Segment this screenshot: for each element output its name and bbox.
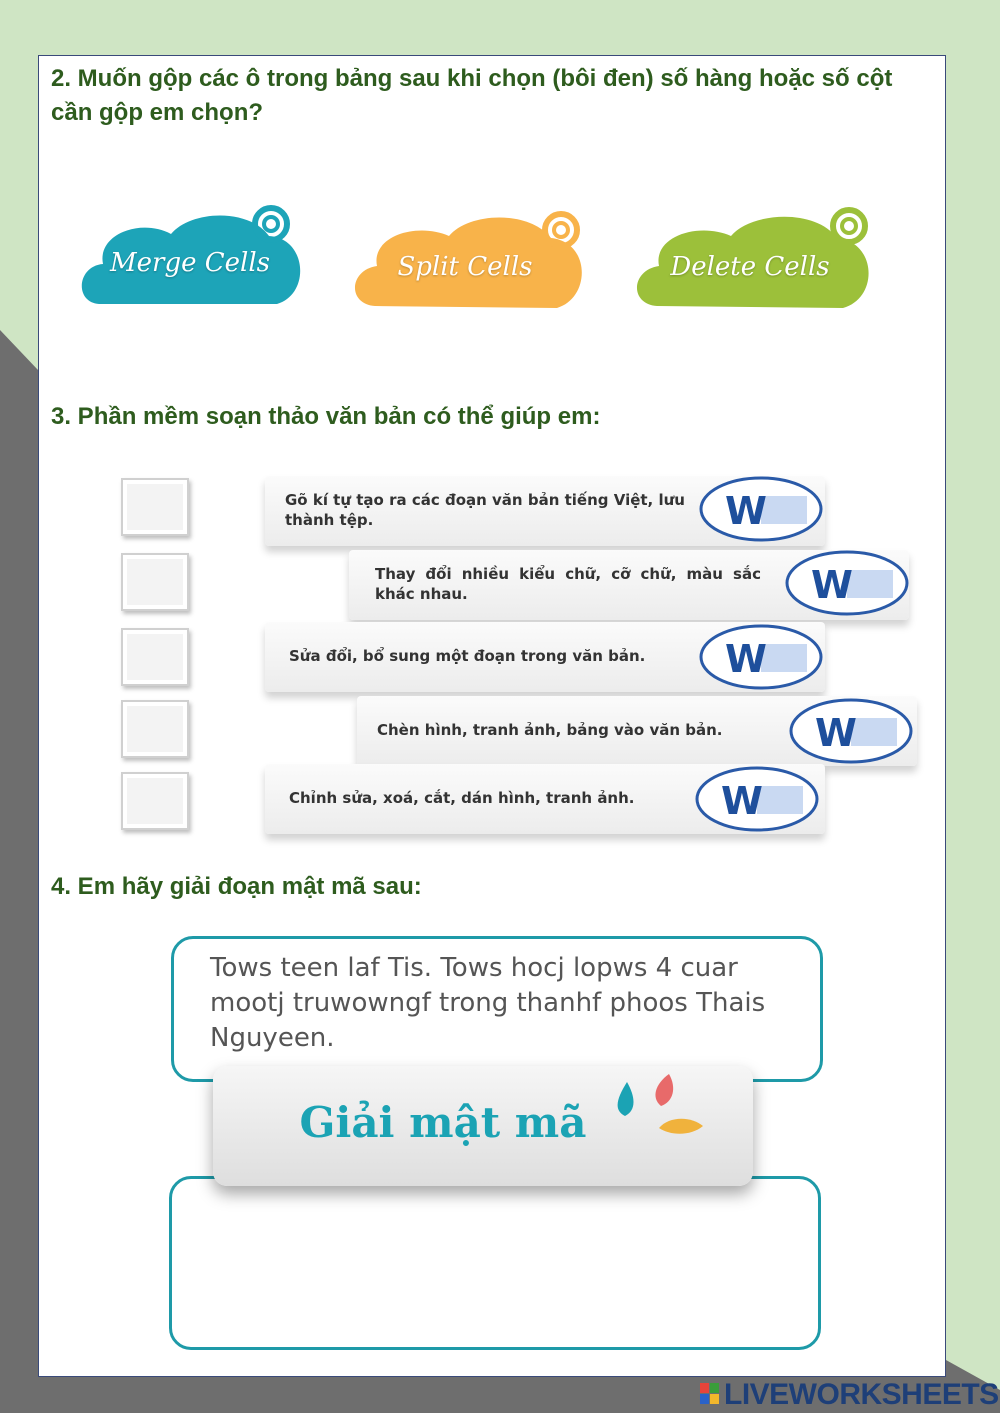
svg-text:W: W (725, 489, 767, 533)
leaf-drops-icon (607, 1072, 717, 1142)
worksheet-page (38, 55, 946, 1377)
split-cells-label: Split Cells (397, 252, 533, 282)
option-merge-cells[interactable] (79, 204, 313, 314)
question-2: 2. Muốn gộp các ô trong bảng sau khi chọn (bôi đen) số hàng hoặc số cột cần gộp em chọn? (51, 65, 893, 126)
delete-cells-label: Delete Cells (670, 252, 830, 282)
merge-cells-label: Merge Cells (110, 248, 270, 278)
statement-2-text: Thay đổi nhiều kiểu chữ, cỡ chữ, màu sắc khác nhau. (375, 565, 761, 603)
svg-text:W: W (721, 779, 763, 823)
checkbox-statement-5[interactable] (121, 772, 189, 830)
cipher-box (171, 936, 823, 1082)
checkbox-statement-3[interactable] (121, 628, 189, 686)
statement-1-text: Gõ kí tự tạo ra các đoạn văn bản tiếng Việt, lưu thành tệp. (285, 491, 685, 529)
word-logo-icon (699, 476, 823, 542)
cipher-text: Tows teen laf Tis. Tows hocj lopws 4 cuar mootj truwowngf trong thanhf phoos Thais Nguyeen. (210, 953, 766, 1053)
decode-banner (213, 1066, 753, 1186)
liveworksheets-brand[interactable]: LIVEWORKSHEETS (724, 1378, 999, 1411)
svg-text:W: W (725, 637, 767, 681)
word-logo-icon (785, 550, 909, 616)
statement-4-text: Chèn hình, tranh ảnh, bảng vào văn bản. (377, 721, 723, 739)
liveworksheets-logo-icon (700, 1383, 720, 1405)
option-split-cells[interactable] (351, 204, 601, 314)
answer-input[interactable] (192, 1249, 796, 1321)
statement-3-text: Sửa đổi, bổ sung một đoạn trong văn bản. (289, 647, 646, 665)
word-logo-icon (699, 624, 823, 690)
checkbox-statement-1[interactable] (121, 478, 189, 536)
svg-text:W: W (811, 563, 853, 607)
statement-5-text: Chỉnh sửa, xoá, cắt, dán hình, tranh ảnh. (289, 789, 635, 807)
word-logo-icon (695, 766, 819, 832)
answer-box[interactable] (169, 1176, 821, 1350)
option-delete-cells[interactable] (633, 204, 889, 314)
question-4: 4. Em hãy giải đoạn mật mã sau: (51, 873, 422, 900)
svg-text:W: W (815, 711, 857, 755)
decode-title: Giải mật mã (299, 1098, 587, 1147)
checkbox-statement-4[interactable] (121, 700, 189, 758)
word-logo-icon (789, 698, 913, 764)
question-3: 3. Phần mềm soạn thảo văn bản có thể giúp em: (51, 403, 601, 430)
checkbox-statement-2[interactable] (121, 553, 189, 611)
